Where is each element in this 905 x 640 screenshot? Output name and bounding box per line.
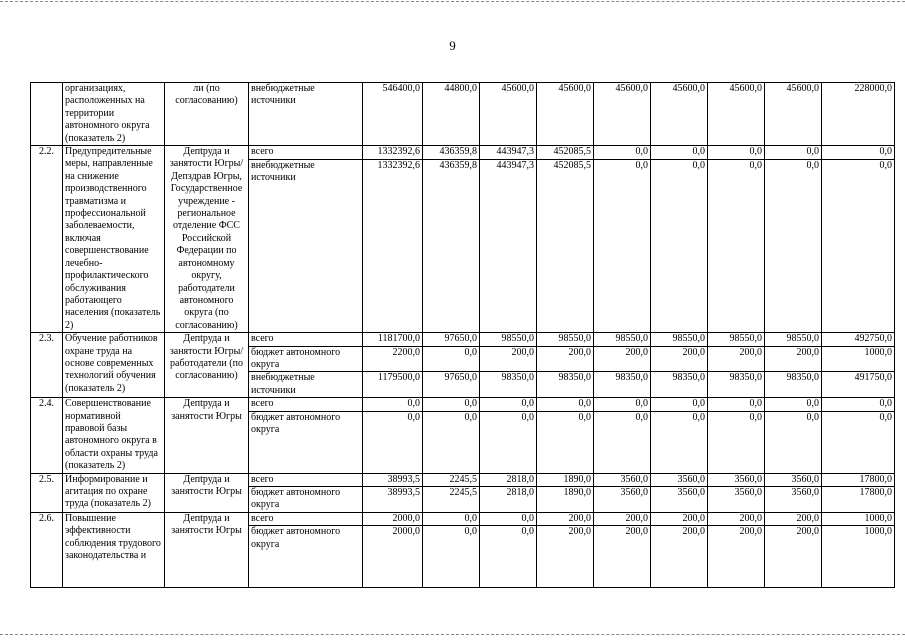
amount-cell: 3560,0 (651, 473, 708, 486)
measure-name: Информирование и агитация по охране труда (показатель 2) (63, 473, 165, 512)
amount-cell: 228000,0 (822, 83, 895, 146)
amount-cell: 0,0 (480, 512, 537, 525)
funding-source: внебюджетные источники (249, 159, 363, 332)
amount-cell: 97650,0 (423, 372, 480, 398)
funding-source: бюджет автономного округа (249, 346, 363, 372)
amount-cell: 0,0 (765, 146, 822, 160)
measure-name: Совершенствование нормативной правовой базы автономного округа в области охраны труда (показатель 2) (63, 398, 165, 473)
amount-cell: 200,0 (765, 512, 822, 525)
amount-cell: 17800,0 (822, 487, 895, 513)
amount-cell: 200,0 (480, 346, 537, 372)
amount-cell: 2818,0 (480, 487, 537, 513)
amount-cell: 98350,0 (765, 372, 822, 398)
amount-cell: 3560,0 (594, 473, 651, 486)
amount-cell: 1890,0 (537, 487, 594, 513)
amount-cell: 2245,5 (423, 487, 480, 513)
measure-name: Обучение работников охране труда на основе современных технологий обучения (показатель 2) (63, 333, 165, 398)
responsible-executor: Депtруда и занятости Югры (165, 473, 249, 512)
amount-cell: 98550,0 (708, 333, 765, 346)
amount-cell: 38993,5 (363, 473, 423, 486)
funding-source: внебюджетные источники (249, 372, 363, 398)
amount-cell: 1332392,6 (363, 146, 423, 160)
funding-source: внебюджетные источники (249, 83, 363, 146)
amount-cell: 45600,0 (708, 83, 765, 146)
amount-cell: 2818,0 (480, 473, 537, 486)
amount-cell: 200,0 (537, 346, 594, 372)
funding-source: всего (249, 398, 363, 411)
amount-cell: 98350,0 (708, 372, 765, 398)
amount-cell: 45600,0 (651, 83, 708, 146)
amount-cell: 0,0 (423, 346, 480, 372)
amount-cell: 2200,0 (363, 346, 423, 372)
amount-cell: 98350,0 (537, 372, 594, 398)
amount-cell: 0,0 (480, 411, 537, 473)
amount-cell: 38993,5 (363, 487, 423, 513)
amount-cell: 200,0 (594, 512, 651, 525)
amount-cell: 200,0 (708, 346, 765, 372)
bottom-scan-edge (0, 634, 905, 635)
amount-cell: 1000,0 (822, 512, 895, 525)
amount-cell: 3560,0 (765, 487, 822, 513)
amount-cell: 0,0 (765, 159, 822, 332)
row-number (31, 83, 63, 146)
amount-cell: 98550,0 (537, 333, 594, 346)
amount-cell: 98550,0 (765, 333, 822, 346)
program-table (30, 82, 895, 588)
amount-cell: 1332392,6 (363, 159, 423, 332)
amount-cell: 452085,5 (537, 159, 594, 332)
amount-cell: 0,0 (651, 146, 708, 160)
amount-cell: 1890,0 (537, 473, 594, 486)
amount-cell: 0,0 (480, 526, 537, 588)
amount-cell: 200,0 (537, 512, 594, 525)
page-number: 9 (449, 38, 456, 53)
amount-cell: 0,0 (594, 159, 651, 332)
amount-cell: 45600,0 (480, 83, 537, 146)
measure-name: организациях, расположенных на территории автономного округа (показатель 2) (63, 83, 165, 146)
amount-cell: 2000,0 (363, 526, 423, 588)
amount-cell: 0,0 (363, 411, 423, 473)
amount-cell: 200,0 (765, 526, 822, 588)
amount-cell: 200,0 (651, 526, 708, 588)
responsible-executor: Депtруда и занятости Югры/ Депздрав Югры, Государственное учреждение - региональное отделение ФСС Российской Федерации по автономному округу, работодатели автономного округа (по согласованию) (165, 146, 249, 333)
amount-cell: 0,0 (537, 398, 594, 411)
amount-cell: 98550,0 (651, 333, 708, 346)
responsible-executor: ли (по согласованию) (165, 83, 249, 146)
amount-cell: 1179500,0 (363, 372, 423, 398)
amount-cell: 0,0 (423, 411, 480, 473)
measure-name: Предупредительные меры, направленные на снижение производственного травматизма и профессиональной заболеваемости, включая совершенствование лечебно-профилактического обслуживания работающего населения (показатель 2) (63, 146, 165, 333)
amount-cell: 0,0 (594, 146, 651, 160)
amount-cell: 2000,0 (363, 512, 423, 525)
amount-cell: 3560,0 (765, 473, 822, 486)
amount-cell: 443947,3 (480, 146, 537, 160)
funding-source: всего (249, 512, 363, 525)
funding-source: бюджет автономного округа (249, 411, 363, 473)
amount-cell: 0,0 (537, 411, 594, 473)
amount-cell: 0,0 (765, 411, 822, 473)
amount-cell: 200,0 (651, 512, 708, 525)
amount-cell: 492750,0 (822, 333, 895, 346)
table-row (31, 83, 895, 146)
row-number: 2.2. (31, 146, 63, 333)
amount-cell: 98550,0 (594, 333, 651, 346)
amount-cell: 0,0 (423, 526, 480, 588)
funding-source: бюджет автономного округа (249, 526, 363, 588)
amount-cell: 491750,0 (822, 372, 895, 398)
row-number: 2.5. (31, 473, 63, 512)
amount-cell: 436359,8 (423, 159, 480, 332)
amount-cell: 200,0 (708, 526, 765, 588)
amount-cell: 0,0 (708, 411, 765, 473)
amount-cell: 436359,8 (423, 146, 480, 160)
row-number: 2.6. (31, 512, 63, 587)
amount-cell: 200,0 (594, 346, 651, 372)
amount-cell: 3560,0 (594, 487, 651, 513)
amount-cell: 17800,0 (822, 473, 895, 486)
funding-source: бюджет автономного округа (249, 487, 363, 513)
funding-source: всего (249, 333, 363, 346)
amount-cell: 3560,0 (708, 487, 765, 513)
amount-cell: 452085,5 (537, 146, 594, 160)
funding-source: всего (249, 473, 363, 486)
table-row (31, 512, 895, 525)
amount-cell: 0,0 (822, 159, 895, 332)
amount-cell: 2245,5 (423, 473, 480, 486)
amount-cell: 0,0 (594, 411, 651, 473)
amount-cell: 0,0 (765, 398, 822, 411)
amount-cell: 98550,0 (480, 333, 537, 346)
amount-cell: 0,0 (708, 146, 765, 160)
responsible-executor: Депtруда и занятости Югры (165, 512, 249, 587)
amount-cell: 0,0 (594, 398, 651, 411)
amount-cell: 3560,0 (708, 473, 765, 486)
amount-cell: 0,0 (480, 398, 537, 411)
amount-cell: 0,0 (423, 398, 480, 411)
amount-cell: 0,0 (423, 512, 480, 525)
amount-cell: 0,0 (363, 398, 423, 411)
responsible-executor: Депtруда и занятости Югры/ работодатели (по согласованию) (165, 333, 249, 398)
amount-cell: 200,0 (765, 346, 822, 372)
amount-cell: 0,0 (708, 159, 765, 332)
amount-cell: 44800,0 (423, 83, 480, 146)
table-row (31, 333, 895, 346)
amount-cell: 0,0 (651, 159, 708, 332)
responsible-executor: Депtруда и занятости Югры (165, 398, 249, 473)
amount-cell: 98350,0 (651, 372, 708, 398)
amount-cell: 98350,0 (594, 372, 651, 398)
amount-cell: 45600,0 (594, 83, 651, 146)
amount-cell: 0,0 (822, 146, 895, 160)
amount-cell: 0,0 (708, 398, 765, 411)
table-row (31, 146, 895, 160)
amount-cell: 200,0 (708, 512, 765, 525)
amount-cell: 443947,3 (480, 159, 537, 332)
amount-cell: 200,0 (651, 346, 708, 372)
row-number: 2.3. (31, 333, 63, 398)
top-scan-edge (0, 1, 905, 2)
amount-cell: 0,0 (651, 411, 708, 473)
measure-name: Повышение эффективности соблюдения трудового законодательства и (63, 512, 165, 587)
row-number: 2.4. (31, 398, 63, 473)
funding-source: всего (249, 146, 363, 160)
amount-cell: 200,0 (537, 526, 594, 588)
table-row (31, 473, 895, 486)
amount-cell: 1000,0 (822, 526, 895, 588)
amount-cell: 0,0 (822, 411, 895, 473)
amount-cell: 45600,0 (537, 83, 594, 146)
table-row (31, 398, 895, 411)
amount-cell: 200,0 (594, 526, 651, 588)
amount-cell: 0,0 (822, 398, 895, 411)
amount-cell: 546400,0 (363, 83, 423, 146)
amount-cell: 3560,0 (651, 487, 708, 513)
amount-cell: 1000,0 (822, 346, 895, 372)
amount-cell: 45600,0 (765, 83, 822, 146)
amount-cell: 1181700,0 (363, 333, 423, 346)
amount-cell: 98350,0 (480, 372, 537, 398)
amount-cell: 0,0 (651, 398, 708, 411)
amount-cell: 97650,0 (423, 333, 480, 346)
